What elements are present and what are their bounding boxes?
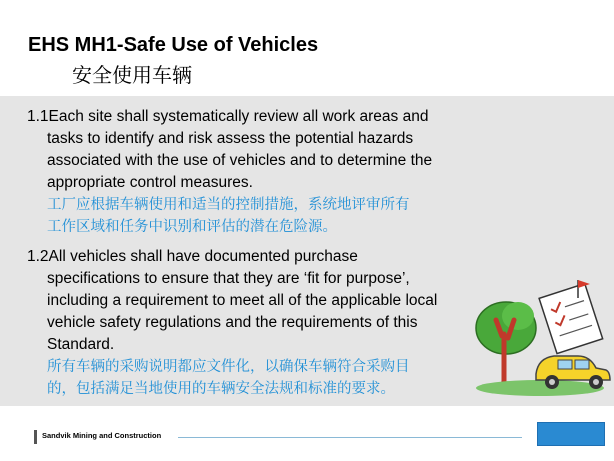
item-1-line-1: 1.1Each site shall systematically review all work areas and	[27, 108, 429, 125]
footer-rule	[178, 437, 522, 438]
vehicle-safety-clipart	[474, 276, 612, 400]
item-1-line-3: associated with the use of vehicles and to determine the	[47, 152, 433, 169]
footer-company: Sandvik Mining and Construction	[42, 431, 162, 440]
bullet-item-1	[27, 106, 487, 238]
item-2-line-3: including a requirement to meet all of the applicable local	[47, 292, 438, 309]
item-2-cn-line-2: 的，包括满足当地使用的车辆安全法规和标准的要求。	[47, 381, 395, 397]
item-1-line-2: tasks to identify and risk assess the potential hazards	[47, 130, 414, 147]
item-2-line-1: 1.2All vehicles shall have documented purchase	[27, 248, 358, 265]
sandvik-logo	[537, 422, 605, 446]
slide-title: EHS MH1-Safe Use of Vehicles	[28, 34, 319, 56]
item-2-cn-line-1: 所有车辆的采购说明都应文件化，以确保车辆符合采购目	[47, 359, 410, 375]
item-2-line-4: vehicle safety regulations and the requirements of this	[47, 314, 418, 331]
footer-divider	[34, 430, 37, 444]
item-1-line-4: appropriate control measures.	[47, 174, 253, 191]
item-2-line-2: specifications to ensure that they are ‘fit for purpose’,	[47, 270, 410, 287]
item-2-line-5: Standard.	[47, 336, 115, 353]
item-1-cn-line-2: 工作区域和任务中识别和评估的潜在危险源。	[47, 219, 337, 235]
slide-subtitle: 安全使用车辆	[72, 63, 192, 87]
item-1-cn-line-1: 工厂应根据车辆使用和适当的控制措施，系统地评审所有	[47, 197, 410, 213]
bullet-item-2	[27, 246, 485, 400]
